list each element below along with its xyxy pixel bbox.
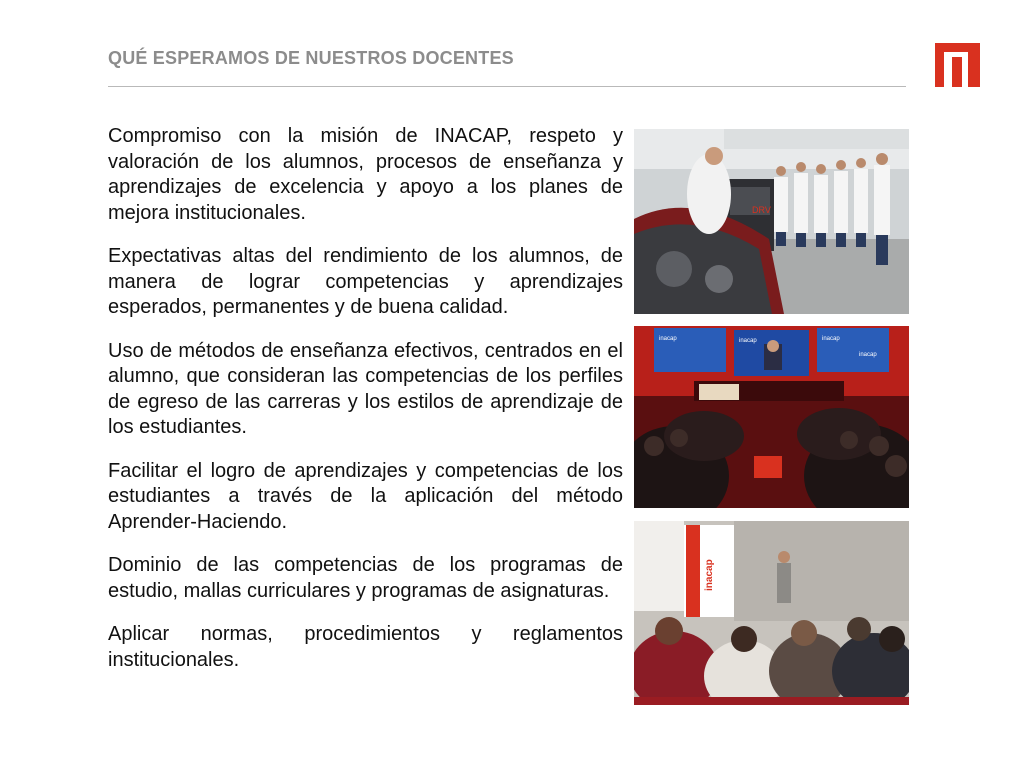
paragraph-curriculum: Dominio de las competencias de los programas de estudio, mallas curriculares y programas de asignaturas. bbox=[108, 554, 623, 602]
body-text bbox=[108, 124, 623, 691]
screen-label: inacap bbox=[859, 352, 877, 358]
banner-label: inacap bbox=[704, 559, 715, 591]
paragraph-commitment: Compromiso con la misión de INACAP, respeto y valoración de los alumnos, procesos de enseñanza y aprendizajes de excelencia y apoyo a los planes de mejora institucionales. bbox=[108, 125, 623, 224]
inacap-logo bbox=[935, 43, 980, 87]
title-divider bbox=[108, 86, 906, 87]
paragraph-methods: Uso de métodos de enseñanza efectivos, centrados en el alumno, que consideran las competencias de los perfiles de egreso de las carreras y los estilos de aprendizaje de los estudiantes. bbox=[108, 339, 623, 438]
screen-label: inacap bbox=[822, 336, 840, 342]
slide-title: QUÉ ESPERAMOS DE NUESTROS DOCENTES bbox=[108, 48, 514, 68]
machine-label: DRV bbox=[752, 205, 771, 215]
paragraph-expectations: Expectativas altas del rendimiento de los alumnos, de manera de lograr competencias y aprendizajes esperados, permanentes y de buena calidad. bbox=[108, 245, 623, 318]
photo-workshop bbox=[634, 129, 909, 314]
screen-label: inacap bbox=[659, 336, 677, 342]
photo-classroom bbox=[634, 521, 909, 705]
paragraph-learn-by-doing: Facilitar el logro de aprendizajes y competencias de los estudiantes a través de la aplicación del método Aprender-Haciendo. bbox=[108, 459, 623, 533]
photo-auditorium bbox=[634, 326, 909, 508]
paragraph-regulations: Aplicar normas, procedimientos y reglamentos institucionales. bbox=[108, 623, 623, 671]
screen-label: inacap bbox=[739, 338, 757, 344]
